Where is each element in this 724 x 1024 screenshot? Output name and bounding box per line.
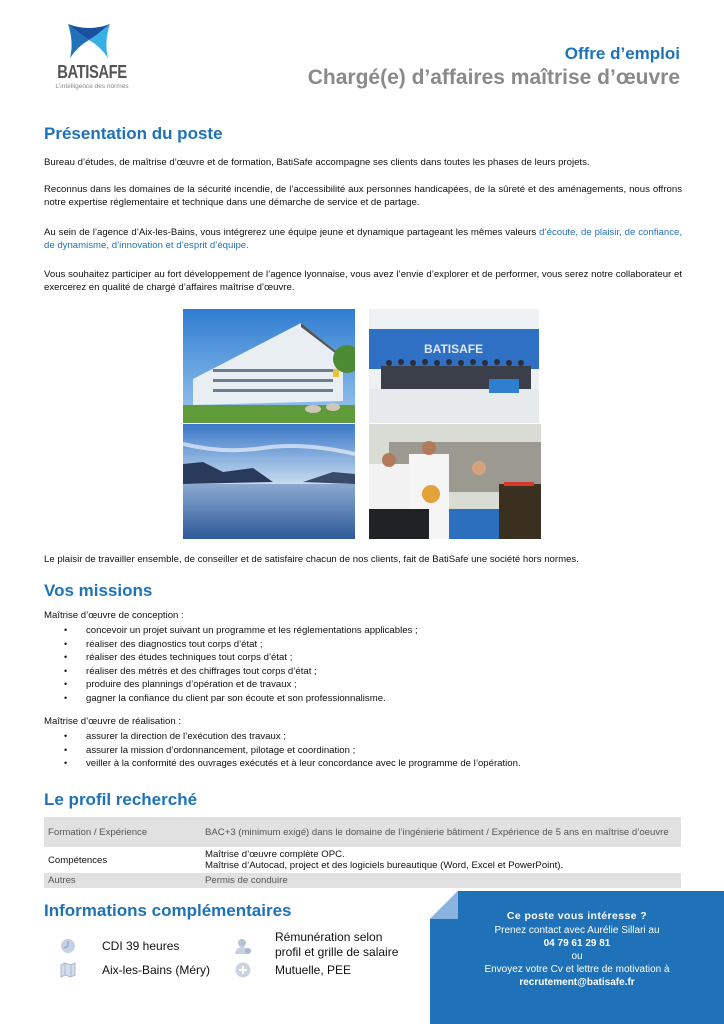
info-contract: CDI 39 heures xyxy=(102,939,180,953)
table-row xyxy=(44,873,681,888)
lake-photo xyxy=(183,424,355,539)
mission-item: • produire des plannings d’opération et de travaux ; xyxy=(64,678,418,692)
missions-group-label-conception: Maîtrise d’œuvre de conception : xyxy=(44,610,184,621)
presentation-heading: Présentation du poste xyxy=(44,124,223,143)
info-salary xyxy=(275,930,398,960)
mission-item: • assurer la mission d’ordonnancement, pilotage et coordination ; xyxy=(64,744,521,758)
presentation-closing: Le plaisir de travailler ensemble, de conseiller et de satisfaire chacun de nos clients, fait de BatiSafe une société hors normes. xyxy=(44,554,579,565)
clock-icon xyxy=(60,938,76,954)
map-icon xyxy=(60,962,76,978)
contact-title: Ce poste vous intéresse ? xyxy=(506,910,648,922)
info-benefits: Mutuelle, PEE xyxy=(275,963,352,977)
mission-item: • concevoir un projet suivant un programme et les réglementations applicables ; xyxy=(64,624,418,638)
profile-heading: Le profil recherché xyxy=(44,790,198,809)
profile-value xyxy=(201,847,681,873)
presentation-paragraph-2: Reconnus dans les domaines de la sécurité incendie, de l’accessibilité aux personnes handicapées, de la sûreté et des aménagements, nous offrons notre expertise réglementaire et technique dans une démarche de service et de partage. xyxy=(44,184,682,208)
info-salary-line: Rémunération selon xyxy=(275,930,383,944)
missions-list-realisation xyxy=(64,730,521,771)
profile-value-line: Maîtrise d’Autocad, project et des logiciels bureautique (Word, Excel et PowerPoint). xyxy=(205,860,564,871)
batisafe-logo xyxy=(44,22,140,98)
contact-line: Envoyez votre Cv et lettre de motivation à xyxy=(484,964,670,975)
profile-table xyxy=(44,817,681,888)
contact-box-content xyxy=(430,910,724,989)
profile-key: Formation / Expérience xyxy=(44,817,201,847)
info-location: Aix-les-Bains (Méry) xyxy=(102,963,211,977)
profile-value: BAC+3 (minimum exigé) dans le domaine de l’ingénierie bâtiment / Expérience de 5 ans en maîtrise d’oeuvre xyxy=(201,817,681,847)
info-salary-line: profil et grille de salaire xyxy=(275,945,399,959)
table-row xyxy=(44,817,681,847)
profile-key: Autres xyxy=(44,873,201,888)
plus-circle-icon xyxy=(235,962,251,978)
mission-item: • veiller à la conformité des ouvrages exécutés et à leur concordance avec le programme de l’opération. xyxy=(64,757,521,771)
person-icon xyxy=(235,938,251,954)
missions-list-conception xyxy=(64,624,418,706)
profile-value-line: Maîtrise d’œuvre complète OPC. xyxy=(205,849,345,860)
missions-group-label-realisation: Maîtrise d’œuvre de réalisation : xyxy=(44,716,182,727)
contact-email-link[interactable]: recrutement@batisafe.fr xyxy=(519,977,635,988)
team-photo xyxy=(369,309,539,423)
logo-name: BATISAFE xyxy=(57,62,127,82)
contact-line: Prenez contact avec Aurélie Sillari au xyxy=(494,925,660,936)
profile-key: Compétences xyxy=(44,847,201,873)
table-row xyxy=(44,847,681,873)
logo-tagline: L'intelligence des normes xyxy=(55,83,129,90)
building-photo xyxy=(183,309,355,423)
contact-phone[interactable]: 04 79 61 29 81 xyxy=(543,938,611,949)
mission-item: • réaliser des études techniques tout corps d’état ; xyxy=(64,651,418,665)
presentation-p3-text: Au sein de l’agence d’Aix-les-Bains, vous intégrerez une équipe jeune et dynamique partageant les mêmes valeurs xyxy=(44,227,540,238)
company-values: d’écoute, de plaisir, de confiance, de dynamisme, d’innovation et d’esprit d’équipe. xyxy=(44,227,682,251)
mission-item: • réaliser des diagnostics tout corps d’état ; xyxy=(64,638,418,652)
profile-value: Permis de conduire xyxy=(201,873,681,888)
offer-label: Offre d’emploi xyxy=(564,44,680,63)
info-heading: Informations complémentaires xyxy=(44,901,292,920)
logo-mark-icon xyxy=(66,22,112,60)
svg-text:BATISAFE: BATISAFE xyxy=(424,342,484,356)
presentation-paragraph-3 xyxy=(44,226,682,252)
presentation-paragraph-1: Bureau d’études, de maîtrise d’œuvre et de formation, BatiSafe accompagne ses clients dans toutes les phases de leurs projets. xyxy=(44,157,590,168)
contact-or: ou xyxy=(571,951,583,962)
missions-heading: Vos missions xyxy=(44,581,153,600)
charity-photo xyxy=(369,424,541,539)
presentation-paragraph-4: Vous souhaitez participer au fort développement de l’agence lyonnaise, vous avez l’envie d’explorer et de performer, vous serez notre collaborateur et exercerez en qualité de chargé d’affaires maîtrise d’œuvre. xyxy=(44,269,682,293)
job-title: Chargé(e) d’affaires maîtrise d’œuvre xyxy=(307,66,680,89)
mission-item: • gagner la confiance du client par son écoute et son professionnalisme. xyxy=(64,692,418,706)
mission-item: • réaliser des métrés et des chiffrages tout corps d’état ; xyxy=(64,665,418,679)
mission-item: • assurer la direction de l’exécution des travaux ; xyxy=(64,730,521,744)
